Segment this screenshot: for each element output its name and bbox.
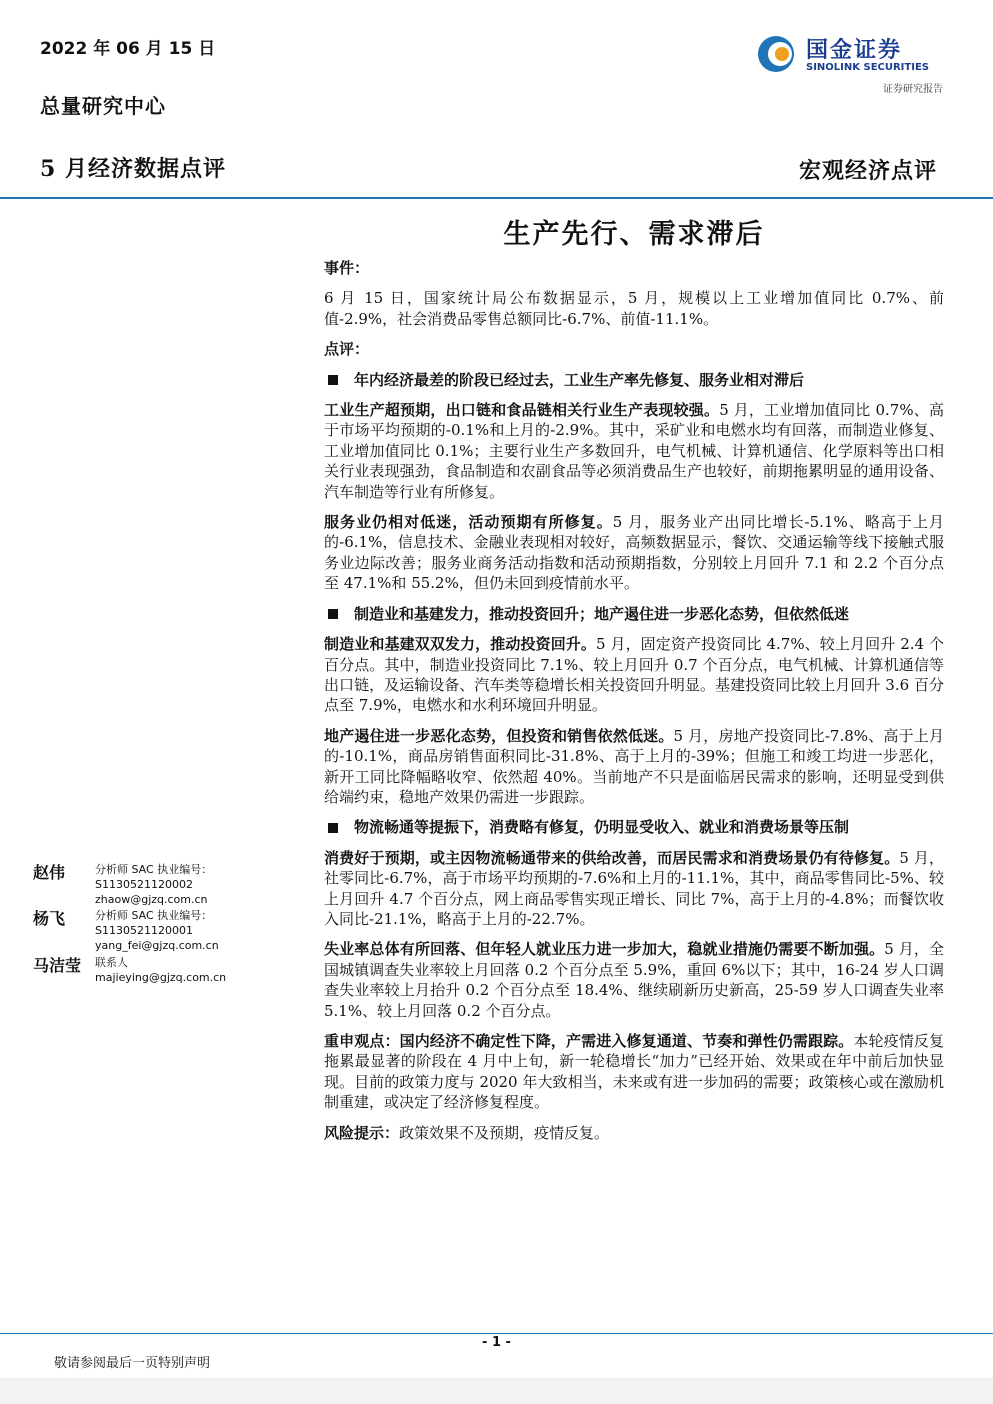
- analyst-sac-id: 分析师 SAC 执业编号：S1130521120002: [95, 863, 213, 891]
- analyst-role: 联系人: [95, 956, 128, 969]
- sinolink-logo-icon: [756, 34, 800, 74]
- logo-text-en: SINOLINK SECURITIES: [806, 62, 929, 73]
- analyst-email[interactable]: yang_fei@gjzq.com.cn: [95, 939, 219, 952]
- paragraph: 失业率总体有所回落、但年轻人就业压力进一步加大，稳就业措施仍需要不断加强。5 月，全国城镇调查失业率较上月回落 0.2 个百分点至 5.9%，重回 6%以下；其中，16-24 岁人口调查失业率较上月抬升 0.2 个百分点至 18.4%、继续刷新历史新高，25-59 岁人口调查失业率 5.1%、较上月回落 0.2 个百分点。: [324, 940, 944, 1020]
- research-center: 总量研究中心: [40, 94, 166, 118]
- disclaimer-note: 敬请参阅最后一页特别声明: [54, 1356, 211, 1371]
- event-label: 事件：: [324, 259, 370, 277]
- bottom-strip: [0, 1378, 993, 1404]
- section-heading: 制造业和基建发力，推动投资回升；地产遏住进一步恶化态势，但依然低迷: [324, 604, 944, 624]
- bullet-square-icon: [328, 375, 338, 385]
- analyst-sac-id: 分析师 SAC 执业编号：S1130521120001: [95, 909, 213, 937]
- conclusion-paragraph: 重申观点：国内经济不确定性下降，产需进入修复通道、节奏和弹性仍需跟踪。本轮疫情反复拖累最显著的阶段在 4 月中上旬，新一轮稳增长“加力”已经开始、效果或在年中前后加快显现。目前的政策力度与 2020 年大致相当，未来或有进一步加码的需要；政策核心或在激励机制重建，或决定了经济修复程度。: [324, 1032, 944, 1112]
- header-divider: [0, 197, 993, 199]
- paragraph: 工业生产超预期，出口链和食品链相关行业生产表现较强。5 月，工业增加值同比 0.7%、高于市场平均预期的-0.1%和上月的-2.9%。其中，采矿业和电燃水均有回落，而制造业修复、工业增加值同比 0.1%；主要行业生产多数回升，电气机械、计算机通信、化学原料等出口相关行业表现强劲，食品制造和农副食品等必须消费品生产也较好，前期拖累明显的通用设备、汽车制造等行业有所修复。: [324, 401, 944, 501]
- bullet-square-icon: [328, 823, 338, 833]
- main-content: [324, 258, 944, 1153]
- event-text: 6 月 15 日，国家统计局公布数据显示，5 月，规模以上工业增加值同比 0.7%、前值-2.9%，社会消费品零售总额同比-6.7%、前值-11.1%。: [324, 289, 944, 328]
- risk-paragraph: 风险提示：政策效果不及预期，疫情反复。: [324, 1123, 610, 1142]
- report-subject: 5 月经济数据点评: [40, 156, 226, 182]
- footer-divider: [0, 1333, 993, 1334]
- paragraph: 地产遏住进一步恶化态势，但投资和销售依然低迷。5 月，房地产投资同比-7.8%、高于上月的-10.1%，商品房销售面积同比-31.8%、高于上月的-39%；但施工和竣工均进一步恶化，新开工同比降幅略收窄、依然超 40%。当前地产不只是面临居民需求的影响，还明显受到供给端约束，稳地产效果仍需进一步跟踪。: [324, 726, 944, 806]
- section-heading: 物流畅通等提振下，消费略有修复，仍明显受收入、就业和消费场景等压制: [324, 817, 944, 837]
- analyst-email[interactable]: zhaow@gjzq.com.cn: [95, 893, 208, 906]
- logo-tagline: 证券研究报告: [883, 84, 943, 95]
- logo-text-cn: 国金证券: [806, 38, 903, 63]
- paragraph: 消费好于预期，或主因物流畅通带来的供给改善，而居民需求和消费场景仍有待修复。5 月，社零同比-6.7%，高于市场平均预期的-7.6%和上月的-11.1%，其中，商品零售同比-5%、较上月回升 4.7 个百分点，网上商品零售实现正增长、同比 7%，高于上月的-4.8%；而餐饮收入同比-21.1%，略高于上月的-22.7%。: [324, 848, 945, 928]
- comment-label: 点评：: [324, 340, 370, 359]
- report-date: 2022 年 06 月 15 日: [40, 39, 216, 59]
- analyst-name: 赵伟: [33, 863, 66, 882]
- analyst-email[interactable]: majieying@gjzq.com.cn: [95, 971, 227, 984]
- section-heading: 年内经济最差的阶段已经过去，工业生产率先修复、服务业相对滞后: [324, 370, 944, 390]
- page-number: - 1 -: [482, 1335, 511, 1350]
- bullet-square-icon: [328, 609, 338, 619]
- paragraph: 服务业仍相对低迷，活动预期有所修复。5 月，服务业产出同比增长-5.1%、略高于上月的-6.1%，信息技术、金融业表现相对较好，高频数据显示，餐饮、交通运输等线下接触式服务业边际改善；服务业商务活动指数和活动预期指数，分别较上月回升 7.1 和 2.2 个百分点至 47.1%和 55.2%，但仍未回到疫情前水平。: [324, 513, 944, 593]
- analyst-name: 马洁莹: [33, 956, 82, 975]
- analyst-name: 杨飞: [33, 909, 66, 928]
- paragraph: 制造业和基建双双发力，推动投资回升。5 月，固定资产投资同比 4.7%、较上月回升 2.4 个百分点。其中，制造业投资同比 7.1%、较上月回升 0.7 个百分点，电气机械、计算机通信等出口链，及运输设备、汽车类等稳增长相关投资回升明显。基建投资同比较上月回升 3.6 百分点至 7.9%，电燃水和水利环境回升明显。: [324, 635, 944, 715]
- report-title: 生产先行、需求滞后: [503, 219, 765, 250]
- report-type: 宏观经济点评: [798, 158, 937, 184]
